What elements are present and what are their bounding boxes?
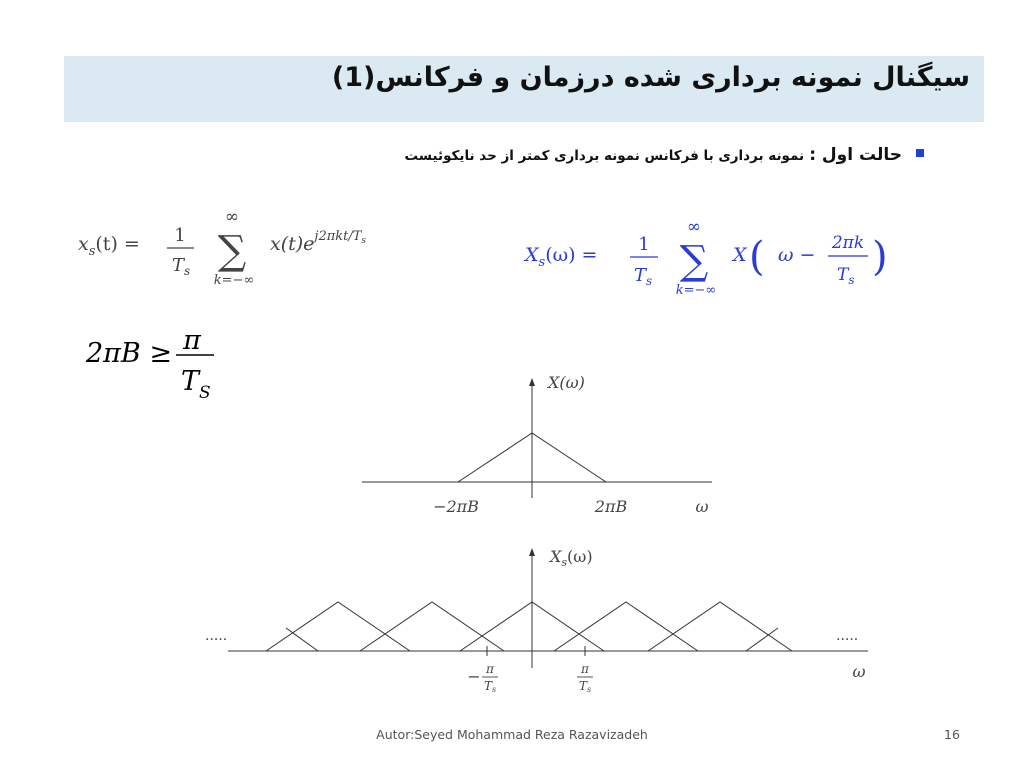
bottom-tick-left-num: π: [486, 662, 494, 676]
eq2-lhs: X: [525, 244, 539, 266]
eq1-sum-sign: ∑: [217, 228, 247, 274]
eq2-frac-den: T: [634, 265, 647, 286]
eq1-lhs-arg: (t) =: [95, 233, 140, 255]
eq2-paren-close: ): [872, 234, 888, 280]
eq2-lhs-sub: s: [538, 255, 546, 270]
replica-triangle: [360, 602, 504, 651]
eq2-body: X: [733, 244, 747, 266]
edge-replica-left: [286, 628, 318, 651]
slide-title: سیگنال نمونه برداری شده درزمان و فرکانس(1): [331, 62, 970, 93]
time-domain-equation: [78, 207, 366, 288]
eq2-sum-sign: ∑: [679, 238, 709, 284]
bottom-tick-right-den: T: [579, 679, 588, 693]
cond-lhs: 2πB ≥: [86, 338, 172, 369]
eq1-frac-den-sub: s: [184, 264, 191, 278]
spectrum-plot-original: [362, 378, 712, 498]
svg-text:TS: [181, 366, 211, 403]
svg-text:Ts: [837, 265, 855, 287]
svg-text:Xs(ω) =: [523, 244, 597, 270]
eq2-paren-open: (: [749, 234, 765, 280]
sampling-condition: [85, 325, 214, 403]
cond-frac-num: π: [183, 325, 201, 356]
eq1-exponent: j2πkt/T: [314, 229, 362, 244]
top-y-label: X(ω): [548, 373, 585, 392]
svg-text:Ts: [484, 679, 496, 694]
svg-text:Xs(ω): [548, 547, 593, 569]
eq1-lhs-sub: s: [88, 244, 96, 259]
bottom-plot-labels: [205, 547, 866, 694]
footer-author: Autor:Seyed Mohammad Reza Razavizadeh: [376, 727, 648, 742]
spectrum-plot-sampled: [228, 548, 868, 668]
replica-triangle: [266, 602, 410, 651]
bullet-heading: حالت اول :: [809, 145, 902, 165]
eq1-sum-upper: ∞: [224, 207, 240, 227]
bottom-tick-right-den-sub: s: [587, 685, 592, 694]
bottom-tick-left-den: T: [484, 679, 493, 693]
top-x-label: ω: [695, 497, 709, 516]
bottom-y-label-arg: (ω): [567, 547, 593, 566]
eq1-sum-lower: k=−∞: [213, 273, 255, 288]
eq2-lhs-arg: (ω) =: [545, 244, 598, 266]
replica-triangle: [554, 602, 698, 651]
bottom-y-arrow-icon: [529, 548, 535, 556]
top-tick-left: −2πB: [433, 497, 479, 516]
eq2-frac2-den: T: [837, 265, 849, 285]
eq2-inner: ω −: [778, 244, 816, 266]
eq1-frac-num: 1: [174, 225, 186, 246]
eq1-body: x(t)e: [270, 233, 315, 255]
eq2-sum-lower: k=−∞: [675, 283, 717, 298]
eq2-sum-upper: ∞: [686, 217, 702, 237]
page-number: 16: [944, 727, 960, 742]
eq2-frac2-den-sub: s: [848, 273, 855, 287]
bottom-tick-left-sign: −: [467, 667, 481, 686]
bottom-y-label: X: [550, 547, 562, 566]
bottom-x-label: ω: [852, 662, 866, 681]
svg-text:Ts: [579, 679, 591, 694]
svg-text:Ts: [634, 265, 652, 288]
dots-left: .....: [205, 628, 228, 644]
svg-text:x(t)ej2πkt/Ts: [270, 229, 366, 255]
eq1-frac-den: T: [172, 255, 185, 276]
bottom-tick-right-num: π: [581, 662, 589, 676]
eq1-exponent-sub: s: [361, 236, 367, 246]
top-y-arrow-icon: [529, 378, 535, 386]
dots-right: .....: [836, 628, 859, 644]
eq1-lhs: x: [78, 233, 89, 255]
freq-domain-equation: [523, 217, 888, 298]
svg-text:Ts: [172, 255, 190, 278]
cond-frac-den: T: [181, 366, 200, 397]
svg-text:xs(t) =: [78, 233, 140, 259]
cond-frac-den-sub: S: [199, 383, 211, 403]
eq2-frac2-num: 2πk: [831, 233, 865, 253]
top-plot-labels: [433, 373, 708, 516]
eq2-frac-num: 1: [638, 234, 650, 255]
edge-replica-right: [746, 628, 778, 651]
eq2-frac-den-sub: s: [646, 274, 653, 288]
bottom-y-label-sub: s: [561, 556, 568, 569]
bottom-tick-left-den-sub: s: [492, 685, 497, 694]
top-tick-right: 2πB: [594, 497, 628, 516]
replica-triangle: [648, 602, 792, 651]
bullet-text: نمونه برداری با فرکانس نمونه برداری کمتر از حد نایکوئیست: [404, 148, 805, 164]
